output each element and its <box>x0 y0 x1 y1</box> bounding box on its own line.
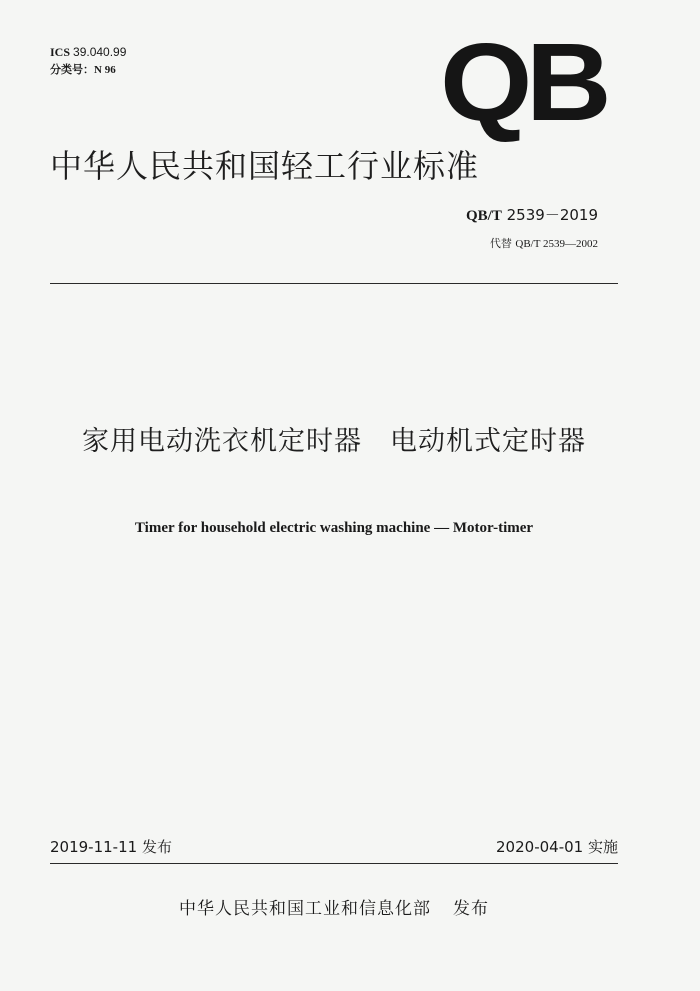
ics-code <box>50 45 126 59</box>
issue-label: 发布 <box>141 838 172 856</box>
bottom-divider <box>50 863 618 864</box>
ics-label: ICS <box>50 45 71 59</box>
standard-prefix: QB/T <box>466 208 502 224</box>
classification-label: 分类号： <box>50 63 94 76</box>
issuing-department <box>50 897 618 921</box>
top-divider <box>50 283 618 284</box>
publish-label: 发布 <box>453 899 489 919</box>
issue-date <box>50 837 172 857</box>
standard-number <box>466 205 598 226</box>
document-title-en: Timer for household electric washing machine — Motor-timer <box>134 520 534 536</box>
document-title-cn: 家用电动洗衣机定时器 电动机式定时器 <box>82 426 586 457</box>
industry-standard-title: 中华人民共和国轻工行业标准 <box>50 147 480 185</box>
department-name: 中华人民共和国工业和信息化部 <box>179 899 431 919</box>
classification-value: N 96 <box>94 64 116 76</box>
replaces-standard <box>490 236 598 252</box>
implementation-label: 实施 <box>587 838 618 856</box>
implementation-date <box>496 837 618 857</box>
issue-date-value: 2019-11-11 <box>50 838 138 856</box>
qb-logo: QB <box>440 21 606 144</box>
standard-code: 2539－2019 <box>506 206 598 224</box>
replaces-code: QB/T 2539—2002 <box>515 238 598 250</box>
replaces-label: 代替 <box>489 237 512 250</box>
classification-number <box>50 63 116 77</box>
ics-value: 39.040.99 <box>73 45 127 59</box>
implementation-date-value: 2020-04-01 <box>496 838 584 856</box>
